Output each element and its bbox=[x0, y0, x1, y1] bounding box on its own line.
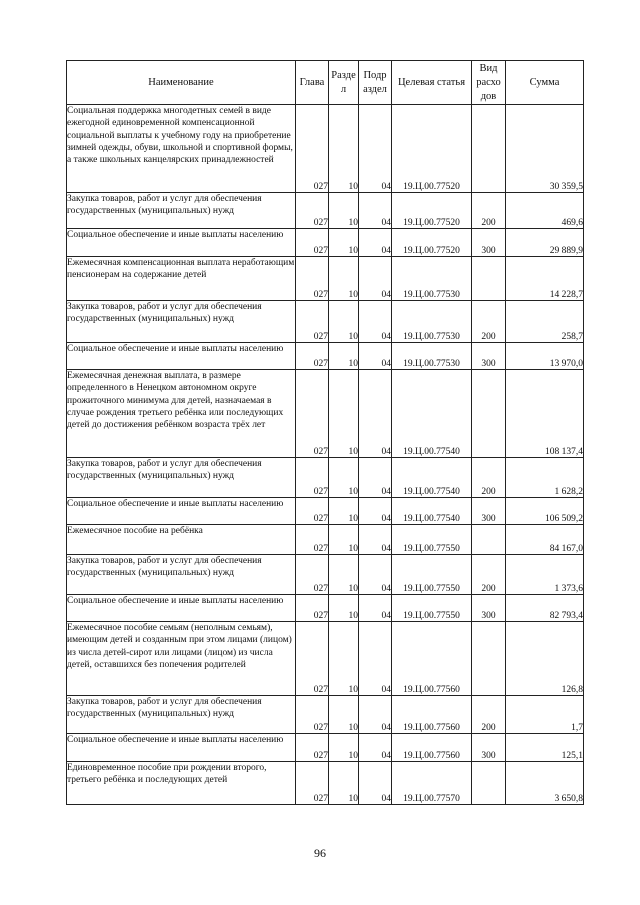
row-section: 10 bbox=[329, 193, 359, 229]
row-name: Ежемесячная денежная выплата, в размере определенного в Ненецком автономном округе прожиточного минимума для детей, назначаемая в случае рождения третьего ребёнка или последующих детей до достижения ребёнком возраста трёх лет bbox=[67, 370, 296, 458]
row-sum: 469,6 bbox=[506, 193, 584, 229]
row-name: Социальное обеспечение и иные выплаты населению bbox=[67, 734, 296, 762]
row-name: Ежемесячное пособие на ребёнка bbox=[67, 525, 296, 555]
table-row bbox=[67, 229, 584, 257]
row-chapter: 027 bbox=[296, 343, 329, 370]
header-sum: Сумма bbox=[506, 61, 584, 105]
row-chapter: 027 bbox=[296, 734, 329, 762]
header-kind: Вид расхо дов bbox=[472, 61, 506, 105]
budget-table bbox=[66, 60, 584, 805]
row-chapter: 027 bbox=[296, 696, 329, 734]
row-subsection: 04 bbox=[359, 762, 392, 805]
header-target: Целевая статья bbox=[392, 61, 472, 105]
row-target: 19.Ц.00.77550 bbox=[392, 595, 472, 622]
row-section: 10 bbox=[329, 498, 359, 525]
row-target: 19.Ц.00.77550 bbox=[392, 555, 472, 595]
row-sum: 30 359,5 bbox=[506, 105, 584, 193]
row-target: 19.Ц.00.77570 bbox=[392, 762, 472, 805]
table-row bbox=[67, 105, 584, 193]
row-target: 19.Ц.00.77540 bbox=[392, 458, 472, 498]
row-target: 19.Ц.00.77530 bbox=[392, 301, 472, 343]
row-name: Закупка товаров, работ и услуг для обеспечения государственных (муниципальных) нужд bbox=[67, 696, 296, 734]
row-name: Закупка товаров, работ и услуг для обеспечения государственных (муниципальных) нужд bbox=[67, 555, 296, 595]
table-row bbox=[67, 622, 584, 696]
row-subsection: 04 bbox=[359, 343, 392, 370]
row-chapter: 027 bbox=[296, 762, 329, 805]
row-subsection: 04 bbox=[359, 370, 392, 458]
row-name: Социальное обеспечение и иные выплаты населению bbox=[67, 498, 296, 525]
table-row bbox=[67, 257, 584, 301]
table-row bbox=[67, 193, 584, 229]
table-row bbox=[67, 696, 584, 734]
row-subsection: 04 bbox=[359, 257, 392, 301]
row-kind bbox=[472, 257, 506, 301]
row-target: 19.Ц.00.77560 bbox=[392, 696, 472, 734]
row-chapter: 027 bbox=[296, 525, 329, 555]
row-name: Социальное обеспечение и иные выплаты населению bbox=[67, 595, 296, 622]
row-subsection: 04 bbox=[359, 555, 392, 595]
row-target: 19.Ц.00.77520 bbox=[392, 105, 472, 193]
row-name: Ежемесячная компенсационная выплата неработающим пенсионерам на содержание детей bbox=[67, 257, 296, 301]
header-subsection: Подр аздел bbox=[359, 61, 392, 105]
row-target: 19.Ц.00.77540 bbox=[392, 370, 472, 458]
row-target: 19.Ц.00.77520 bbox=[392, 193, 472, 229]
row-target: 19.Ц.00.77550 bbox=[392, 525, 472, 555]
row-name: Закупка товаров, работ и услуг для обеспечения государственных (муниципальных) нужд bbox=[67, 458, 296, 498]
row-section: 10 bbox=[329, 555, 359, 595]
row-target: 19.Ц.00.77540 bbox=[392, 498, 472, 525]
row-subsection: 04 bbox=[359, 696, 392, 734]
row-section: 10 bbox=[329, 734, 359, 762]
row-name: Социальное обеспечение и иные выплаты населению bbox=[67, 229, 296, 257]
row-subsection: 04 bbox=[359, 458, 392, 498]
row-sum: 82 793,4 bbox=[506, 595, 584, 622]
row-name: Ежемесячное пособие семьям (неполным семьям), имеющим детей и созданным при этом лицами (лицом) из числа детей-сирот или лицами (лицом) из числа детей, оставшихся без попечения родителей bbox=[67, 622, 296, 696]
row-section: 10 bbox=[329, 257, 359, 301]
row-sum: 13 970,0 bbox=[506, 343, 584, 370]
table-row bbox=[67, 343, 584, 370]
row-kind: 300 bbox=[472, 498, 506, 525]
header-name: Наименование bbox=[67, 61, 296, 105]
row-kind: 200 bbox=[472, 696, 506, 734]
row-kind: 300 bbox=[472, 229, 506, 257]
row-chapter: 027 bbox=[296, 257, 329, 301]
row-target: 19.Ц.00.77530 bbox=[392, 343, 472, 370]
row-sum: 14 228,7 bbox=[506, 257, 584, 301]
row-chapter: 027 bbox=[296, 301, 329, 343]
row-kind: 200 bbox=[472, 458, 506, 498]
table-header-row bbox=[67, 61, 584, 105]
row-target: 19.Ц.00.77560 bbox=[392, 622, 472, 696]
row-section: 10 bbox=[329, 301, 359, 343]
row-target: 19.Ц.00.77530 bbox=[392, 257, 472, 301]
table-row bbox=[67, 370, 584, 458]
row-chapter: 027 bbox=[296, 595, 329, 622]
row-kind: 200 bbox=[472, 301, 506, 343]
row-chapter: 027 bbox=[296, 229, 329, 257]
table-row bbox=[67, 595, 584, 622]
row-chapter: 027 bbox=[296, 458, 329, 498]
row-name: Единовременное пособие при рождении второго, третьего ребёнка и последующих детей bbox=[67, 762, 296, 805]
row-section: 10 bbox=[329, 595, 359, 622]
row-name: Социальная поддержка многодетных семей в виде ежегодной единовременной компенсационной социальной выплаты к учебному году на приобретение зимней одежды, обуви, школьной и спортивной формы, а также школьных канцелярских принадлежностей bbox=[67, 105, 296, 193]
row-section: 10 bbox=[329, 229, 359, 257]
row-kind: 300 bbox=[472, 343, 506, 370]
table-row bbox=[67, 734, 584, 762]
row-name: Закупка товаров, работ и услуг для обеспечения государственных (муниципальных) нужд bbox=[67, 301, 296, 343]
row-chapter: 027 bbox=[296, 193, 329, 229]
row-subsection: 04 bbox=[359, 229, 392, 257]
row-chapter: 027 bbox=[296, 498, 329, 525]
row-section: 10 bbox=[329, 696, 359, 734]
row-section: 10 bbox=[329, 370, 359, 458]
row-sum: 29 889,9 bbox=[506, 229, 584, 257]
row-subsection: 04 bbox=[359, 301, 392, 343]
header-section: Разде л bbox=[329, 61, 359, 105]
row-chapter: 027 bbox=[296, 105, 329, 193]
row-sum: 106 509,2 bbox=[506, 498, 584, 525]
row-chapter: 027 bbox=[296, 370, 329, 458]
table-row bbox=[67, 525, 584, 555]
row-kind bbox=[472, 105, 506, 193]
row-section: 10 bbox=[329, 622, 359, 696]
row-section: 10 bbox=[329, 762, 359, 805]
row-sum: 258,7 bbox=[506, 301, 584, 343]
row-kind bbox=[472, 370, 506, 458]
row-kind: 200 bbox=[472, 555, 506, 595]
row-subsection: 04 bbox=[359, 595, 392, 622]
row-subsection: 04 bbox=[359, 734, 392, 762]
row-sum: 125,1 bbox=[506, 734, 584, 762]
row-section: 10 bbox=[329, 343, 359, 370]
row-chapter: 027 bbox=[296, 622, 329, 696]
row-name: Социальное обеспечение и иные выплаты населению bbox=[67, 343, 296, 370]
row-subsection: 04 bbox=[359, 105, 392, 193]
table-row bbox=[67, 458, 584, 498]
header-chapter: Глава bbox=[296, 61, 329, 105]
row-sum: 1 373,6 bbox=[506, 555, 584, 595]
row-kind: 300 bbox=[472, 734, 506, 762]
row-subsection: 04 bbox=[359, 622, 392, 696]
row-section: 10 bbox=[329, 105, 359, 193]
table-row bbox=[67, 762, 584, 805]
row-name: Закупка товаров, работ и услуг для обеспечения государственных (муниципальных) нужд bbox=[67, 193, 296, 229]
row-sum: 126,8 bbox=[506, 622, 584, 696]
row-chapter: 027 bbox=[296, 555, 329, 595]
budget-sheet bbox=[66, 60, 583, 805]
row-subsection: 04 bbox=[359, 525, 392, 555]
row-target: 19.Ц.00.77560 bbox=[392, 734, 472, 762]
table-row bbox=[67, 301, 584, 343]
row-kind bbox=[472, 622, 506, 696]
row-kind: 200 bbox=[472, 193, 506, 229]
row-section: 10 bbox=[329, 458, 359, 498]
row-sum: 3 650,8 bbox=[506, 762, 584, 805]
table-row bbox=[67, 555, 584, 595]
row-sum: 1,7 bbox=[506, 696, 584, 734]
row-kind: 300 bbox=[472, 595, 506, 622]
row-section: 10 bbox=[329, 525, 359, 555]
row-target: 19.Ц.00.77520 bbox=[392, 229, 472, 257]
row-sum: 84 167,0 bbox=[506, 525, 584, 555]
row-sum: 1 628,2 bbox=[506, 458, 584, 498]
row-sum: 108 137,4 bbox=[506, 370, 584, 458]
row-subsection: 04 bbox=[359, 193, 392, 229]
page-number: 96 bbox=[314, 846, 326, 860]
table-row bbox=[67, 498, 584, 525]
row-subsection: 04 bbox=[359, 498, 392, 525]
row-kind bbox=[472, 525, 506, 555]
row-kind bbox=[472, 762, 506, 805]
